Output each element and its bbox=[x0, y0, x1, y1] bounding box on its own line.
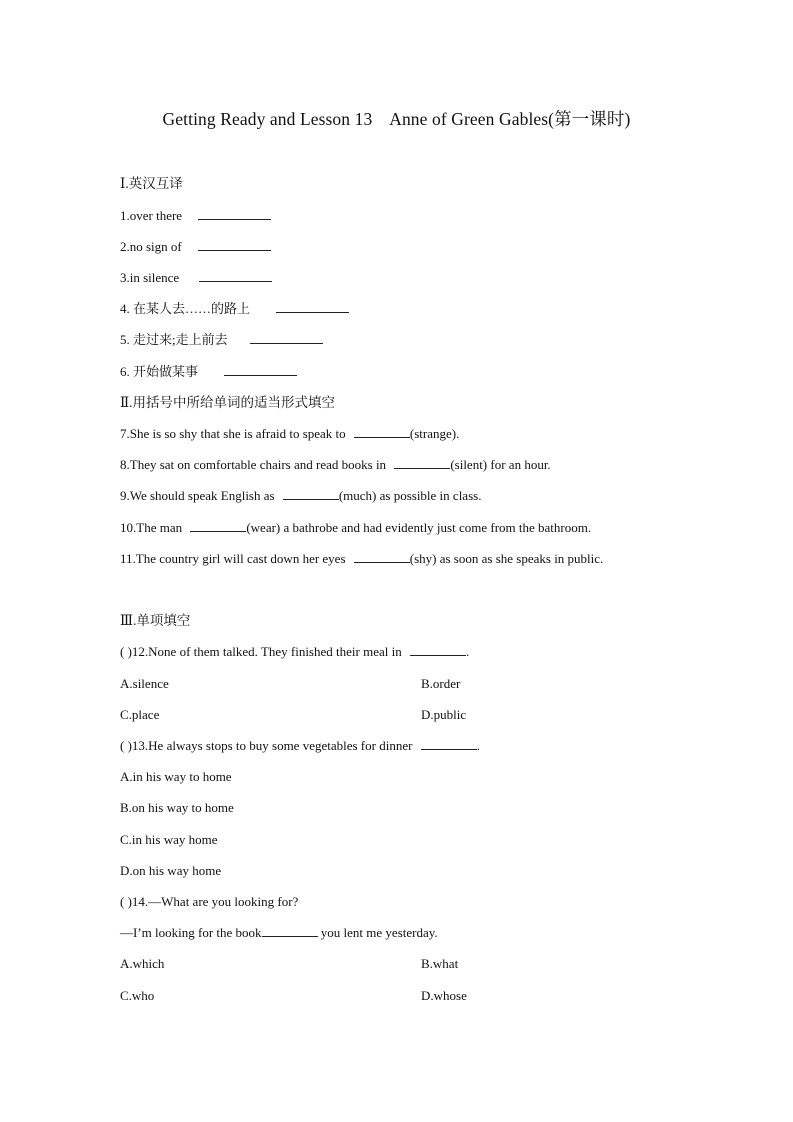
question-8 bbox=[120, 456, 551, 474]
question-3-text: 3.in silence bbox=[120, 270, 180, 285]
option-12-c[interactable]: C.place bbox=[120, 707, 160, 722]
question-13-end: . bbox=[476, 738, 480, 753]
question-10 bbox=[120, 519, 591, 537]
section-2-heading: Ⅱ.用括号中所给单词的适当形式填空 bbox=[120, 395, 336, 410]
answer-blank-5[interactable] bbox=[250, 331, 323, 344]
question-9-hint: (much) as possible in class. bbox=[338, 488, 482, 503]
answer-blank-9[interactable] bbox=[283, 487, 339, 500]
question-12-stem: ( )12.None of them talked. They finished their meal in bbox=[120, 644, 405, 659]
question-14-line-2-text: —I’m looking for the book bbox=[120, 925, 262, 940]
question-6-text: 6. 开始做某事 bbox=[120, 364, 199, 379]
page-title: Getting Ready and Lesson 13 Anne of Green Gables(第一课时) bbox=[162, 109, 631, 129]
option-12-b[interactable]: B.order bbox=[421, 676, 461, 691]
question-8-hint: (silent) for an hour. bbox=[450, 457, 551, 472]
question-13 bbox=[120, 737, 480, 755]
answer-blank-12[interactable] bbox=[410, 643, 466, 656]
question-8-text: 8.They sat on comfortable chairs and read books in bbox=[120, 457, 390, 472]
question-7 bbox=[120, 425, 459, 443]
option-12-d[interactable]: D.public bbox=[421, 707, 467, 722]
answer-blank-11[interactable] bbox=[354, 550, 410, 563]
question-11-hint: (shy) as soon as she speaks in public. bbox=[409, 551, 604, 566]
answer-blank-8[interactable] bbox=[394, 456, 450, 469]
option-13-c[interactable]: C.in his way home bbox=[120, 832, 218, 847]
question-2 bbox=[120, 238, 271, 256]
option-14-b[interactable]: B.what bbox=[421, 956, 459, 971]
question-5 bbox=[120, 331, 323, 349]
answer-blank-14[interactable] bbox=[262, 924, 318, 937]
question-12-end: . bbox=[465, 644, 470, 659]
question-4-text: 4. 在某人去……的路上 bbox=[120, 301, 251, 316]
answer-blank-7[interactable] bbox=[354, 425, 410, 438]
question-6 bbox=[120, 363, 297, 381]
question-1-text: 1.over there bbox=[120, 208, 183, 223]
option-14-d[interactable]: D.whose bbox=[421, 988, 467, 1003]
question-12 bbox=[120, 643, 469, 661]
answer-blank-4[interactable] bbox=[276, 300, 349, 313]
section-3-heading: Ⅲ.单项填空 bbox=[120, 613, 191, 628]
option-12-a[interactable]: A.silence bbox=[120, 676, 169, 691]
question-3 bbox=[120, 269, 272, 287]
question-11-text: 11.The country girl will cast down her eyes bbox=[120, 551, 349, 566]
option-13-b[interactable]: B.on his way to home bbox=[120, 800, 234, 815]
question-11 bbox=[120, 550, 603, 568]
answer-blank-6[interactable] bbox=[224, 363, 297, 376]
option-13-d[interactable]: D.on his way home bbox=[120, 863, 222, 878]
question-7-text: 7.She is so shy that she is afraid to speak to bbox=[120, 426, 349, 441]
question-2-text: 2.no sign of bbox=[120, 239, 182, 254]
question-14: ( )14.—What are you looking for? bbox=[120, 894, 299, 909]
question-14-line-2-end: you lent me yesterday. bbox=[317, 925, 438, 940]
question-7-hint: (strange). bbox=[409, 426, 460, 441]
answer-blank-3[interactable] bbox=[199, 269, 272, 282]
question-1 bbox=[120, 207, 271, 225]
question-5-text: 5. 走过来;走上前去 bbox=[120, 332, 228, 347]
question-10-hint: (wear) a bathrobe and had evidently just come from the bathroom. bbox=[246, 520, 592, 535]
option-13-a[interactable]: A.in his way to home bbox=[120, 769, 232, 784]
option-14-a[interactable]: A.which bbox=[120, 956, 165, 971]
question-9-text: 9.We should speak English as bbox=[120, 488, 278, 503]
answer-blank-13[interactable] bbox=[421, 737, 477, 750]
answer-blank-10[interactable] bbox=[190, 519, 246, 532]
question-10-text: 10.The man bbox=[120, 520, 186, 535]
question-4 bbox=[120, 300, 349, 318]
question-14-line-2 bbox=[120, 924, 438, 942]
question-9 bbox=[120, 487, 481, 505]
section-1-heading: Ⅰ.英汉互译 bbox=[120, 176, 183, 191]
option-14-c[interactable]: C.who bbox=[120, 988, 155, 1003]
question-13-stem: ( )13.He always stops to buy some vegetables for dinner bbox=[120, 738, 416, 753]
answer-blank-1[interactable] bbox=[198, 207, 271, 220]
answer-blank-2[interactable] bbox=[198, 238, 271, 251]
